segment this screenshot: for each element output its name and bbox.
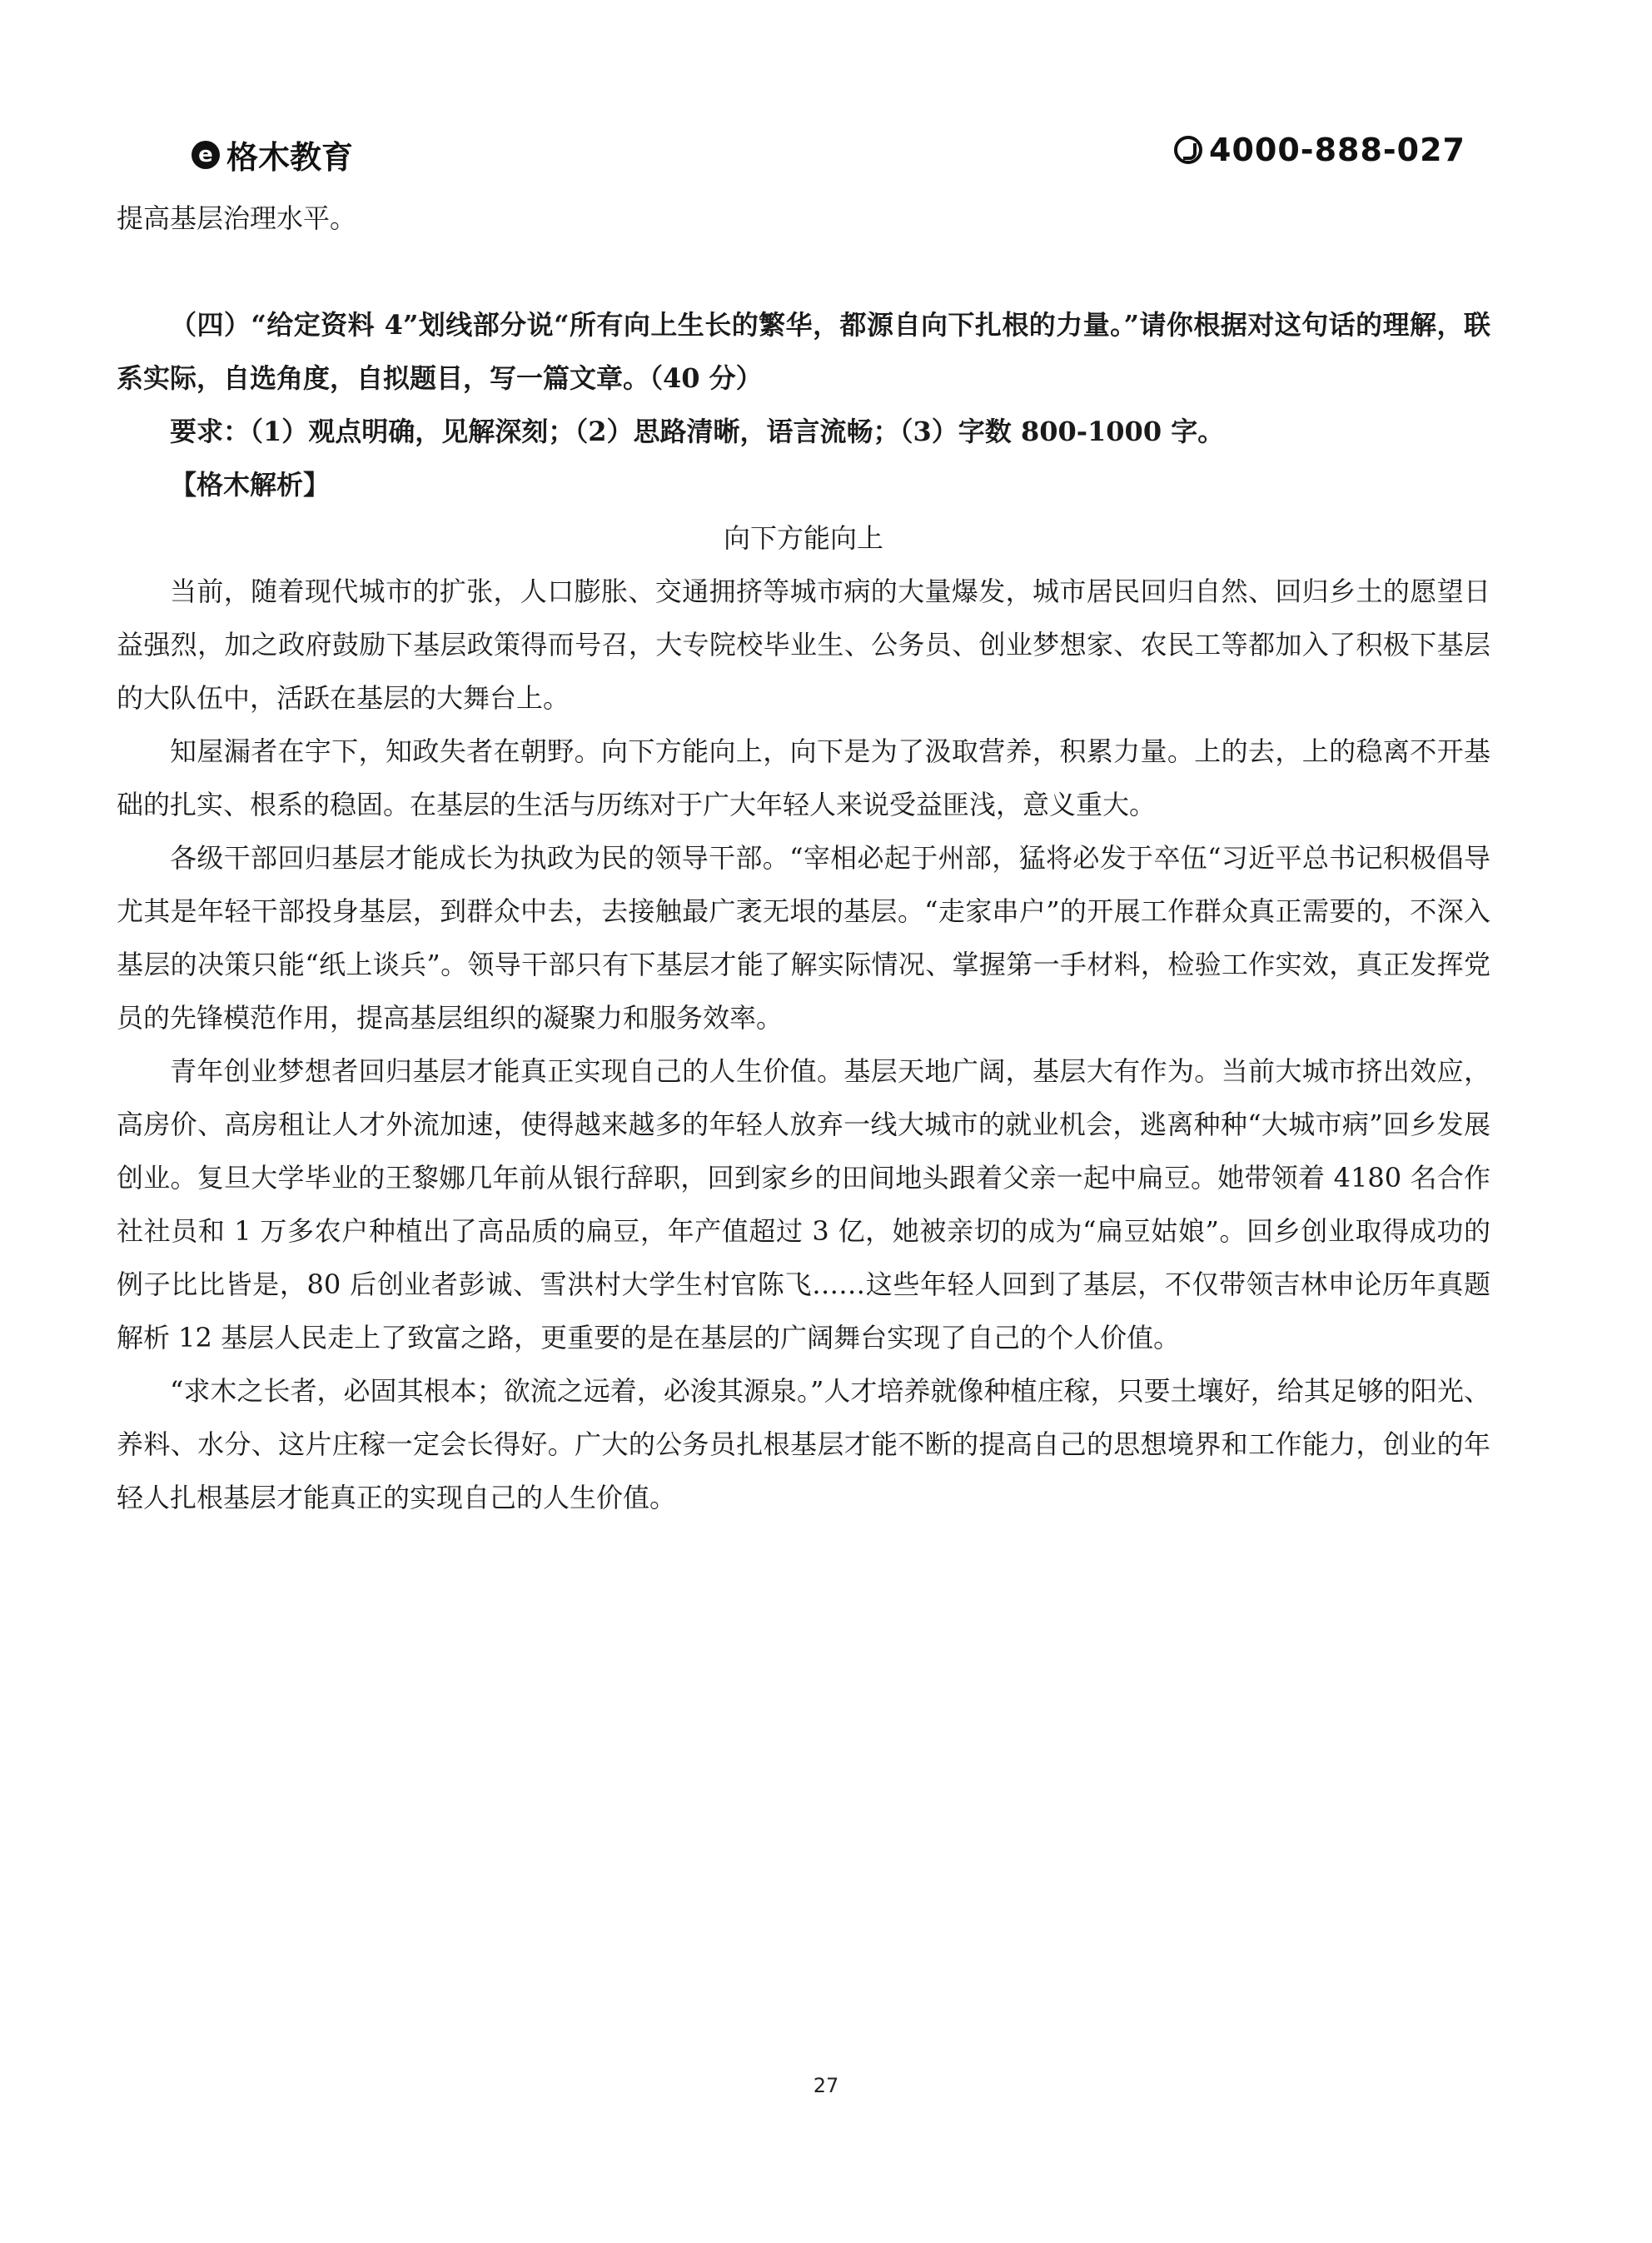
essay-paragraph-4: 青年创业梦想者回归基层才能真正实现自己的人生价值。基层天地广阔，基层大有作为。当前大城市挤出效应，高房价、高房租让人才外流加速，使得越来越多的年轻人放弃一线大城市的就业机会，逃离种种“大城市病”回乡发展创业。复旦大学毕业的王黎娜几年前从银行辞职，回到家乡的田间地头跟着父亲一起中扁豆。她带领着 4180 名合作社社员和 1 万多农户种植出了高品质的扁豆，年产值超过 3 亿，她被亲切的成为“扁豆姑娘”。回乡创业取得成功的例子比比皆是，80 后创业者彭诚、雪洪村大学生村官陈飞……这些年轻人回到了基层，不仅带领吉林申论历年真题解析 12 基层人民走上了致富之路，更重要的是在基层的广阔舞台实现了自己的个人价值。 — [117, 1055, 1490, 1353]
essay-paragraph-3: 各级干部回归基层才能成长为执政为民的领导干部。“宰相必起于州部，猛将必发于卒伍“习近平总书记积极倡导尤其是年轻干部投身基层，到群众中去，去接触最广袤无垠的基层。“走家串户”的开展工作群众真正需要的，不深入基层的决策只能“纸上谈兵”。领导干部只有下基层才能了解实际情况、掌握第一手材料，检验工作实效，真正发挥党员的先锋模范作用，提高基层组织的凝聚力和服务效率。 — [117, 842, 1490, 1034]
essay-paragraph-2: 知屋漏者在宇下，知政失者在朝野。向下方能向上，向下是为了汲取营养，积累力量。上的去，上的稳离不开基础的扎实、根系的稳固。在基层的生活与历练对于广大年轻人来说受益匪浅，意义重大。 — [117, 735, 1490, 820]
page-number: 27 — [813, 2074, 839, 2097]
requirement-text: 要求：（1）观点明确，见解深刻；（2）思路清晰，语言流畅；（3）字数 800-1000 字。 — [170, 416, 1225, 447]
hotline-number: 4000-888-027 — [1209, 132, 1465, 168]
essay-paragraph-5: “求木之长者，必固其根本；欲流之远着，必浚其源泉。”人才培养就像种植庄稼，只要土壤好，给其足够的阳光、养料、水分、这片庄稼一定会长得好。广大的公务员扎根基层才能不断的提高自己的思想境界和工作能力，创业的年轻人扎根基层才能真正的实现自己的人生价值。 — [117, 1375, 1490, 1513]
question-text: （四）“给定资料 4”划线部分说“所有向上生长的繁华，都源自向下扎根的力量。”请你根据对这句话的理解，联系实际，自选角度，自拟题目，写一篇文章。（40 分） — [117, 309, 1490, 394]
hotline — [1174, 132, 1465, 168]
essay-title: 向下方能向上 — [723, 522, 883, 554]
brand-logo-icon: e — [192, 141, 220, 169]
paragraph-gap — [117, 245, 1490, 298]
essay-paragraph-1: 当前，随着现代城市的扩张，人口膨胀、交通拥挤等城市病的大量爆发，城市居民回归自然、回归乡土的愿望日益强烈，加之政府鼓励下基层政策得而号召，大专院校毕业生、公务员、创业梦想家、农民工等都加入了积极下基层的大队伍中，活跃在基层的大舞台上。 — [117, 576, 1490, 714]
document-body — [117, 192, 1490, 1524]
phone-icon — [1174, 136, 1202, 164]
continuation-text: 提高基层治理水平。 — [117, 202, 357, 234]
analysis-label: 【格木解析】 — [170, 469, 331, 501]
page-header — [192, 132, 1465, 182]
brand-logo — [192, 132, 353, 177]
brand-name: 格木教育 — [226, 139, 354, 176]
